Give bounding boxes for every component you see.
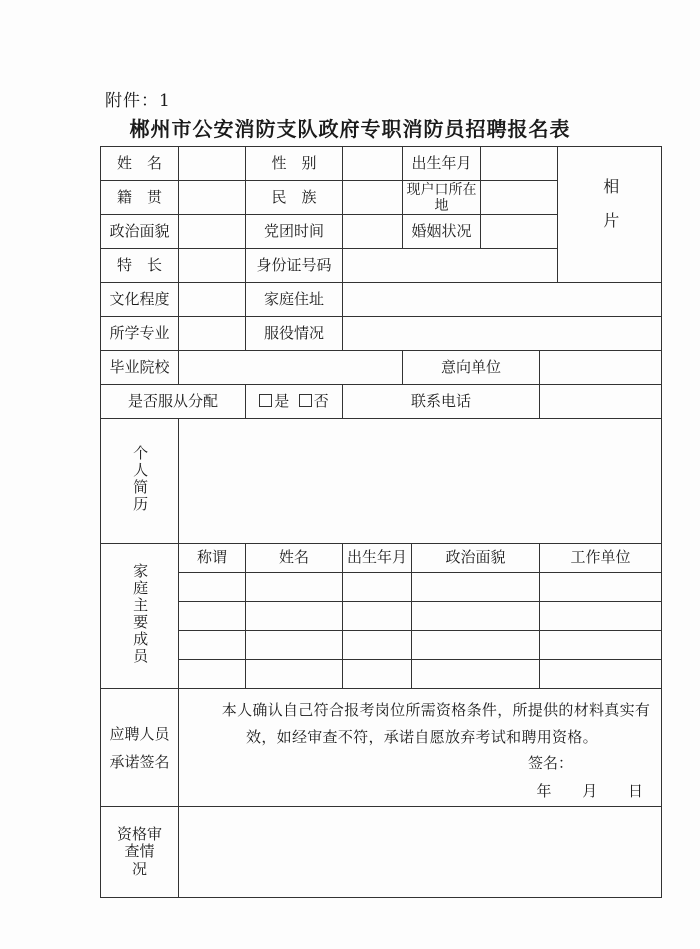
form-title: 郴州市公安消防支队政府专职消防员招聘报名表: [129, 117, 571, 141]
family-cell[interactable]: [246, 602, 343, 631]
family-col-birth: 出生年月: [343, 544, 412, 573]
family-cell[interactable]: [246, 573, 343, 602]
no-checkbox[interactable]: [299, 394, 312, 407]
resume-label: 个人简历: [131, 444, 150, 513]
family-cell[interactable]: [412, 573, 540, 602]
family-cell[interactable]: [343, 602, 412, 631]
photo-label: 相片: [600, 178, 620, 247]
family-col-political: 政治面貌: [412, 544, 540, 573]
political-field[interactable]: [179, 215, 246, 249]
intended-unit-field[interactable]: [540, 351, 662, 385]
marital-label: 婚姻状况: [403, 215, 481, 249]
major-field[interactable]: [179, 317, 246, 351]
family-cell[interactable]: [343, 573, 412, 602]
yes-label: 是: [274, 391, 290, 410]
education-field[interactable]: [179, 283, 246, 317]
no-label: 否: [313, 391, 329, 410]
family-col-work: 工作单位: [540, 544, 662, 573]
resume-field[interactable]: [179, 419, 662, 544]
family-row: [101, 573, 662, 602]
specialty-label: 特 长: [101, 249, 179, 283]
pledge-label: 应聘人员承诺签名: [101, 689, 179, 807]
family-cell[interactable]: [412, 631, 540, 660]
family-cell[interactable]: [179, 602, 246, 631]
family-cell[interactable]: [343, 631, 412, 660]
family-col-title: 称谓: [179, 544, 246, 573]
hukou-field[interactable]: [481, 181, 558, 215]
phone-label: 联系电话: [343, 385, 540, 419]
family-cell[interactable]: [412, 660, 540, 689]
family-cell[interactable]: [540, 660, 662, 689]
birth-label: 出生年月: [403, 147, 481, 181]
family-cell[interactable]: [540, 602, 662, 631]
family-row: [101, 660, 662, 689]
native-field[interactable]: [179, 181, 246, 215]
qualification-label: 资格审查情 况: [101, 807, 179, 898]
service-field[interactable]: [343, 317, 662, 351]
intended-unit-label: 意向单位: [403, 351, 540, 385]
party-time-field[interactable]: [343, 215, 403, 249]
family-cell[interactable]: [246, 631, 343, 660]
registration-table: [100, 146, 662, 898]
ethnic-label: 民 族: [246, 181, 343, 215]
school-label: 毕业院校: [101, 351, 179, 385]
family-cell[interactable]: [412, 602, 540, 631]
major-label: 所学专业: [101, 317, 179, 351]
education-label: 文化程度: [101, 283, 179, 317]
family-cell[interactable]: [540, 573, 662, 602]
school-field[interactable]: [179, 351, 403, 385]
political-label: 政治面貌: [101, 215, 179, 249]
qualification-field[interactable]: [179, 807, 662, 898]
attachment-label: 附件：1: [105, 91, 171, 111]
gender-field[interactable]: [343, 147, 403, 181]
phone-field[interactable]: [540, 385, 662, 419]
id-label: 身份证号码: [246, 249, 343, 283]
pledge-cell: [179, 689, 662, 807]
gender-label: 性 别: [246, 147, 343, 181]
sign-date[interactable]: 年 月 日: [536, 782, 644, 800]
resume-label-cell: [101, 419, 179, 544]
pledge-text: 本人确认自己符合报考岗位所需资格条件，所提供的材料真实有效，如经审查不符，承诺自愿放弃考试和聘用资格。: [221, 701, 651, 746]
family-cell[interactable]: [179, 631, 246, 660]
address-field[interactable]: [343, 283, 662, 317]
address-label: 家庭住址: [246, 283, 343, 317]
family-cell[interactable]: [179, 660, 246, 689]
family-row: [101, 602, 662, 631]
family-label: 家庭主要成员: [131, 562, 150, 665]
service-label: 服役情况: [246, 317, 343, 351]
obey-choice: [246, 385, 343, 419]
family-col-name: 姓名: [246, 544, 343, 573]
family-cell[interactable]: [343, 660, 412, 689]
birth-field[interactable]: [481, 147, 558, 181]
family-label-cell: [101, 544, 179, 689]
name-field[interactable]: [179, 147, 246, 181]
family-cell[interactable]: [540, 631, 662, 660]
marital-field[interactable]: [481, 215, 558, 249]
yes-checkbox[interactable]: [259, 394, 272, 407]
id-field[interactable]: [343, 249, 558, 283]
name-label: 姓 名: [101, 147, 179, 181]
hukou-label: 现户口所在 地: [403, 181, 481, 215]
sign-label[interactable]: 签名：: [528, 754, 574, 772]
family-cell[interactable]: [179, 573, 246, 602]
photo-box[interactable]: [558, 147, 662, 283]
ethnic-field[interactable]: [343, 181, 403, 215]
family-cell[interactable]: [246, 660, 343, 689]
obey-label: 是否服从分配: [101, 385, 246, 419]
native-label: 籍 贯: [101, 181, 179, 215]
family-row: [101, 631, 662, 660]
party-time-label: 党团时间: [246, 215, 343, 249]
specialty-field[interactable]: [179, 249, 246, 283]
